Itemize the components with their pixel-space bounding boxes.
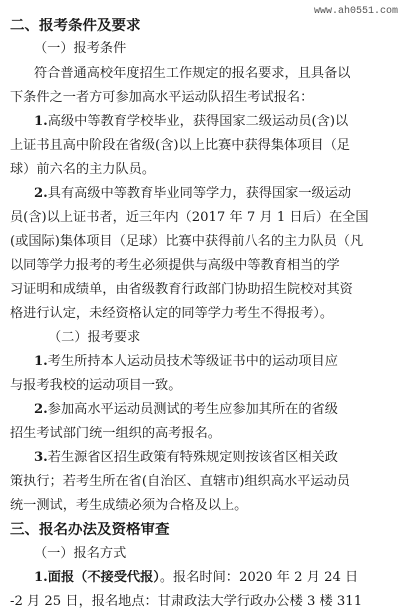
- line-text: 统一测试，考生成绩必须为合格及以上。: [10, 498, 248, 513]
- paragraph-line: [34, 450, 398, 466]
- paragraph-line: [10, 90, 398, 106]
- line-text: 二、报考条件及要求: [10, 18, 141, 34]
- line-text: 策执行；若考生所在省(自治区、直辖市)组织高水平运动员: [10, 474, 350, 489]
- paragraph-line: [10, 138, 398, 154]
- paragraph-line: [10, 594, 398, 610]
- line-text: 格进行认定，未经资格认定的同等学力考生不得报考）。: [10, 306, 334, 321]
- paragraph-line: [10, 282, 398, 298]
- paragraph-line: [10, 210, 398, 226]
- line-text: 三、报名办法及资格审查: [10, 522, 170, 538]
- line-text: 招生考试部门统一组织的高考报名。: [10, 426, 221, 441]
- section-heading: [10, 18, 398, 34]
- line-text: 考生所持本人运动员技术等级证书中的运动项目应: [47, 354, 338, 369]
- subsection-heading: [34, 41, 398, 57]
- item-number: 1.面报（不接受代报）: [34, 570, 160, 585]
- paragraph-line: [34, 354, 398, 370]
- line-text: 高级中等教育学校毕业，获得国家二级运动员(含)以: [47, 114, 349, 129]
- paragraph-line: [10, 234, 398, 250]
- line-text: 若生源省区招生政策有特殊规定则按该省区相关政: [47, 450, 338, 465]
- paragraph-line: [10, 474, 398, 490]
- line-text: 参加高水平运动员测试的考生应参加其所在的省级: [47, 402, 338, 417]
- line-text: 上证书且高中阶段在省级(含)以上比赛中获得集体项目（足: [10, 138, 350, 153]
- line-text: -2 月 25 日，报名地点：甘肃政法大学行政办公楼 3 楼 311: [10, 594, 363, 609]
- paragraph-line: [34, 186, 398, 202]
- item-number: 1.: [34, 354, 48, 369]
- subsection-heading: [48, 330, 398, 346]
- paragraph-line: [10, 378, 398, 394]
- paragraph-line: [34, 570, 398, 586]
- section-heading: [10, 522, 398, 538]
- line-text: 习证明和成绩单，由省级教育行政部门协助招生院校对其资: [10, 282, 353, 297]
- subsection-heading: [34, 546, 398, 562]
- paragraph-line: [34, 402, 398, 418]
- line-text: 与报考我校的运动项目一致。: [10, 378, 182, 393]
- line-text: 。报名时间：2020 年 2 月 24 日: [159, 570, 359, 585]
- line-text: (或国际)集体项目（足球）比赛中获得前八名的主力队员（凡: [10, 234, 364, 249]
- paragraph-line: [34, 66, 398, 82]
- line-text: 具有高级中等教育毕业同等学力，获得国家一级运动: [47, 186, 352, 201]
- line-text: 员(含)以上证书者，近三年内（2017 年 7 月 1 日后）在全国: [10, 210, 369, 225]
- item-number: 2.: [34, 186, 48, 201]
- paragraph-line: [10, 426, 398, 442]
- line-text: 符合普通高校年度招生工作规定的报名要求，且具备以: [34, 66, 351, 81]
- line-text: 下条件之一者方可参加高水平运动队招生考试报名：: [10, 90, 314, 105]
- line-text: （一）报考条件: [34, 41, 127, 56]
- paragraph-line: [34, 114, 398, 130]
- paragraph-line: [10, 306, 398, 322]
- paragraph-line: [10, 258, 398, 274]
- watermark-text: www.ah0551.com: [313, 6, 398, 17]
- item-number: 1.: [34, 114, 48, 129]
- paragraph-line: [10, 498, 398, 514]
- line-text: （二）报考要求: [48, 330, 141, 345]
- item-number: 3.: [34, 450, 48, 465]
- line-text: 以同等学力报考的考生必须提供与高级中等教育相当的学: [10, 258, 340, 273]
- item-number: 2.: [34, 402, 48, 417]
- paragraph-line: [10, 162, 398, 178]
- line-text: （一）报名方式: [34, 546, 127, 561]
- line-text: 球）前六名的主力队员。: [10, 162, 156, 177]
